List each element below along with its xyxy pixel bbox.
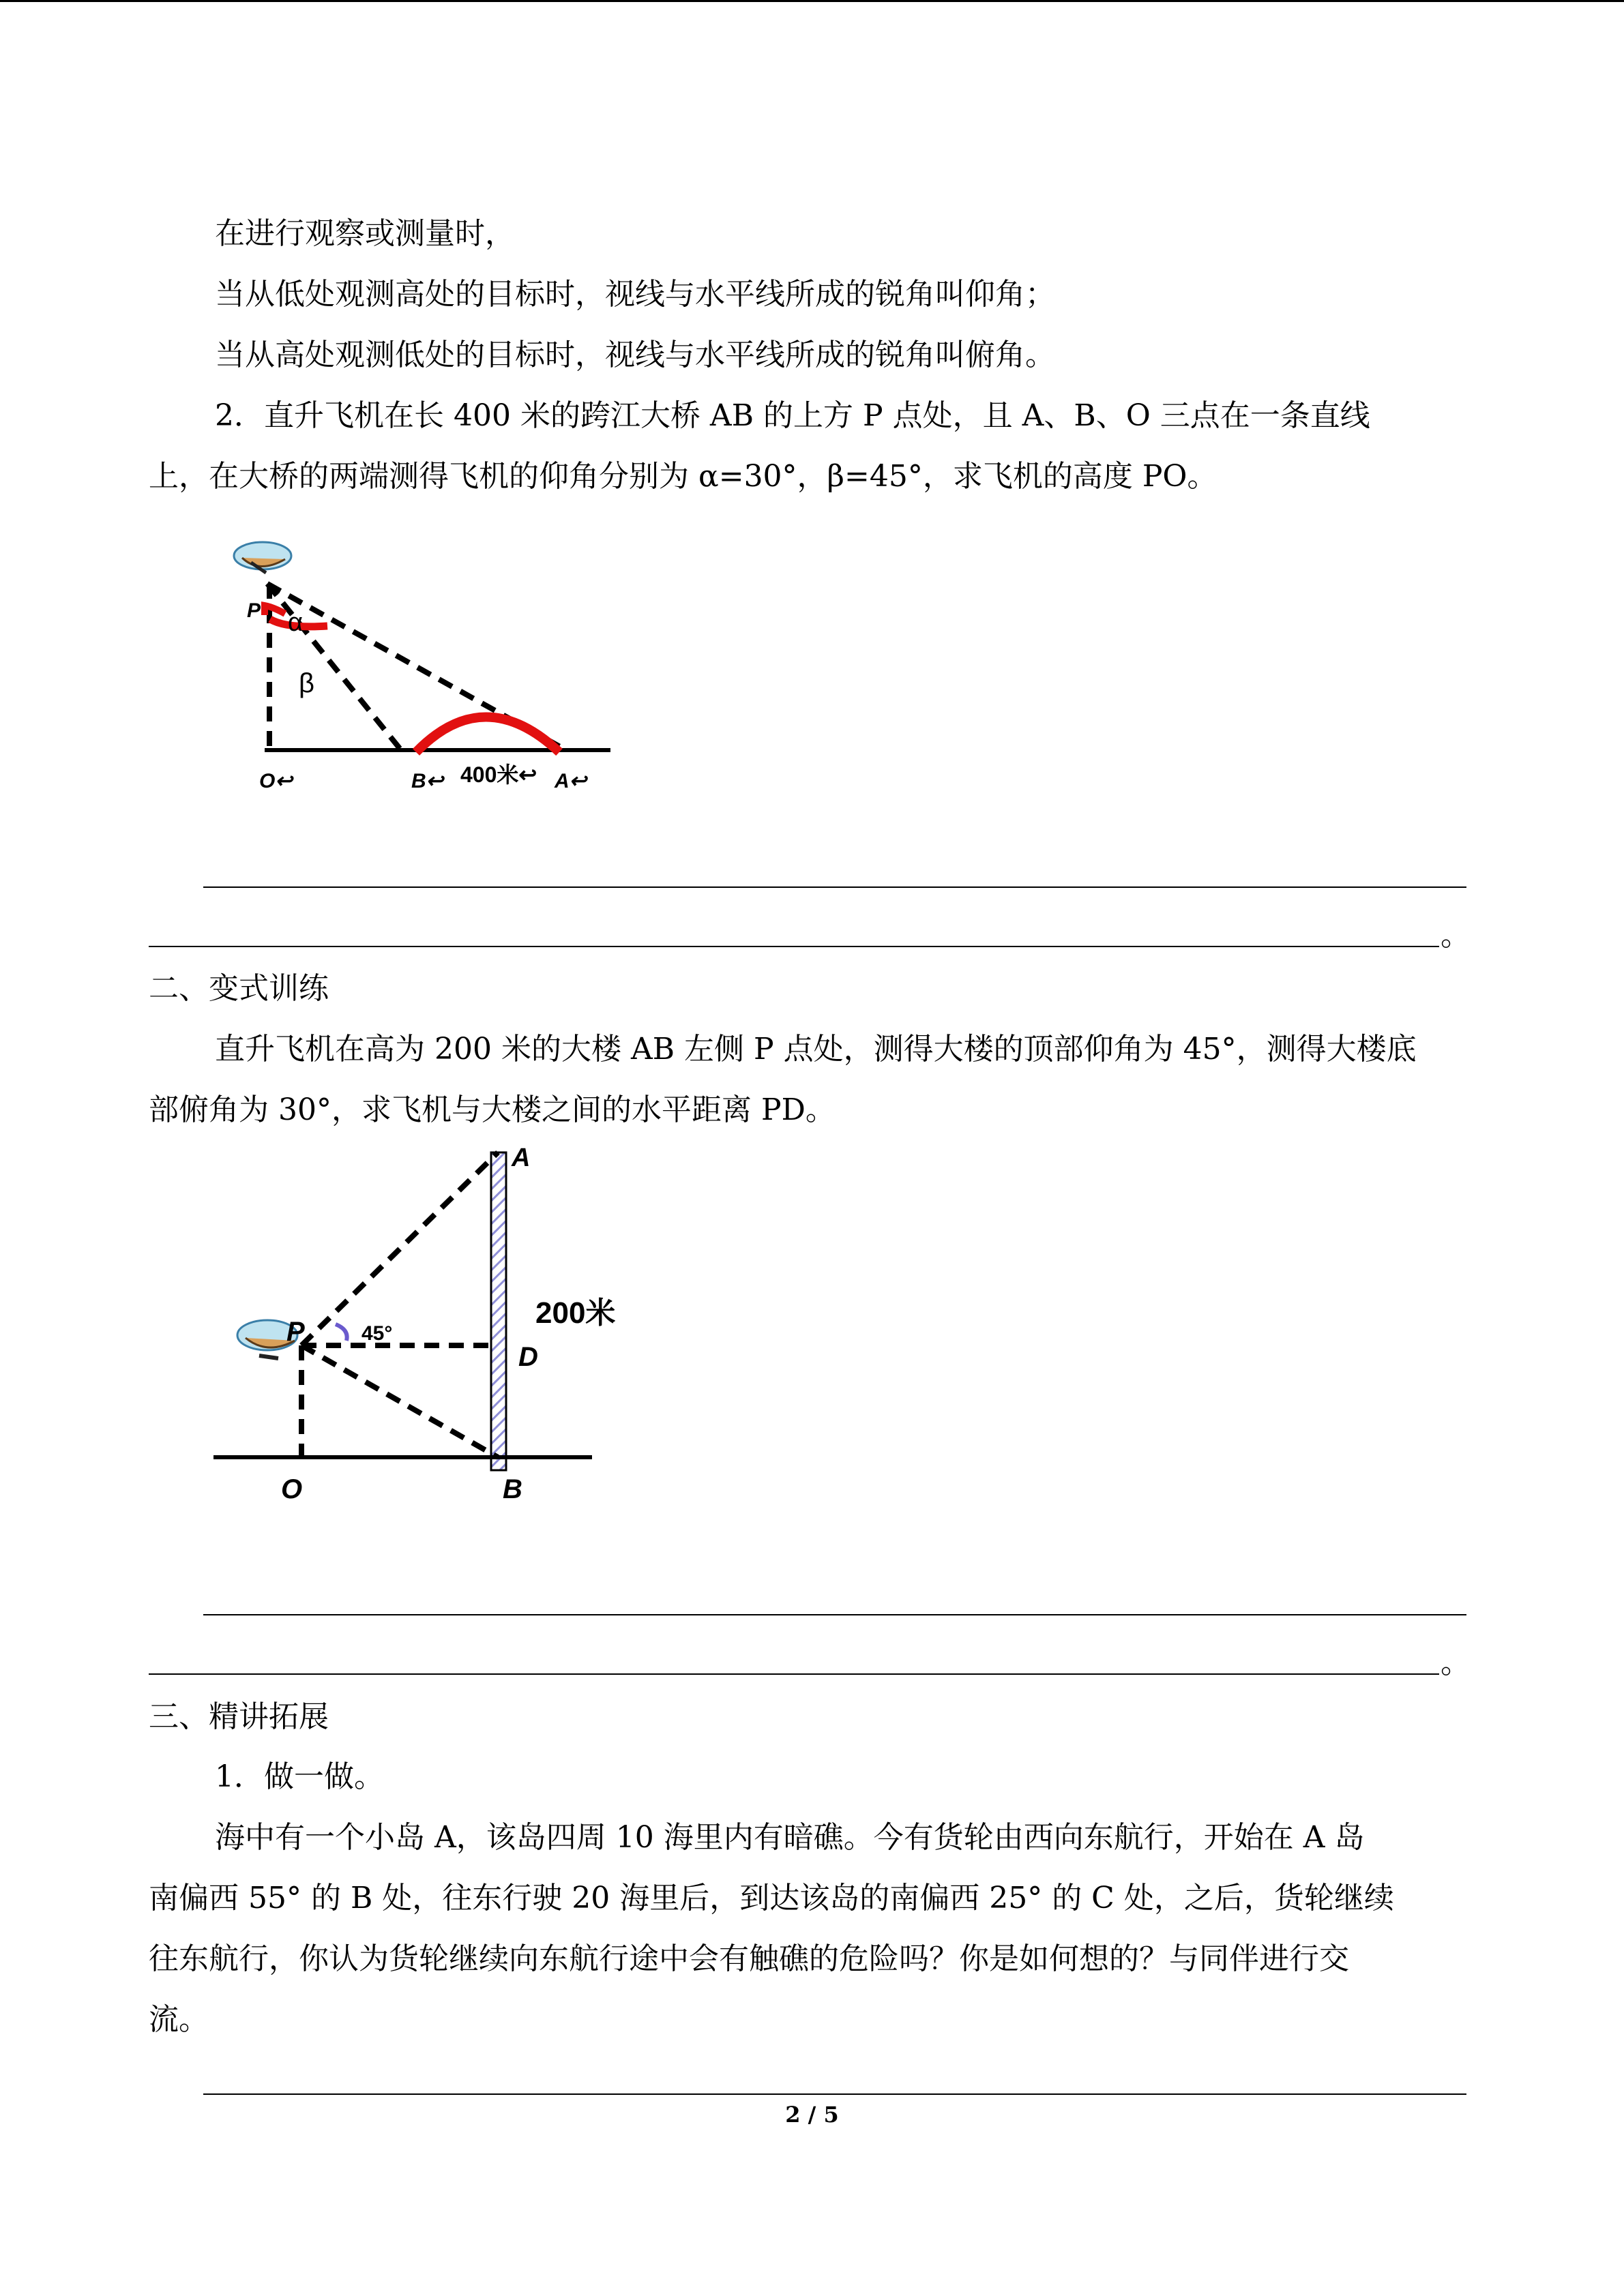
angle-alpha-arc [265, 606, 285, 615]
helicopter-icon [234, 542, 291, 573]
section3-para-line-2: 南偏西 55° 的 B 处，往东行驶 20 海里后，到达该岛的南偏西 25° 的 C 处，之后，货轮继续 [149, 1881, 1394, 1915]
answer-line-2a [203, 1614, 1466, 1615]
line-pa [301, 1152, 498, 1345]
intro-line-1: 在进行观察或测量时， [215, 216, 515, 251]
intro-line-3: 当从高处观测低处的目标时，视线与水平线所成的锐角叫俯角。 [215, 338, 1055, 372]
section2-line-2: 部俯角为 30°，求飞机与大楼之间的水平距离 PD。 [149, 1092, 836, 1127]
figure-bridge-diagram [218, 525, 628, 805]
line-pb [301, 1345, 498, 1457]
label-beta: β [299, 668, 315, 698]
label-a: A↩ [555, 770, 587, 792]
bridge-arc [416, 717, 559, 753]
section3-para-line-3: 往东航行，你认为货轮继续向东航行途中会有触礁的危险吗？你是如何想的？与同伴进行交 [149, 1941, 1349, 1976]
label-a: A [512, 1144, 531, 1172]
section3-subheading: 1．做一做。 [215, 1759, 384, 1794]
section2-heading: 二、变式训练 [149, 971, 329, 1006]
label-bridge-length: 400米↩ [460, 762, 537, 787]
label-angle: 45° [361, 1322, 393, 1345]
problem2-line-1: 2．直升飞机在长 400 米的跨江大桥 AB 的上方 P 点处，且 A、B、O 三点在一条直线 [215, 398, 1370, 433]
intro-line-2: 当从低处观测高处的目标时，视线与水平线所成的锐角叫仰角； [215, 277, 1055, 312]
label-p: P [286, 1317, 305, 1347]
figure-building-diagram [205, 1139, 641, 1527]
answer-line-1b [149, 946, 1439, 947]
label-b: B [503, 1474, 522, 1504]
section3-para-line-1: 海中有一个小岛 A，该岛四周 10 海里内有暗礁。今有货轮由西向东航行，开始在 A 岛 [215, 1820, 1365, 1855]
label-p: P [247, 599, 261, 622]
footer-rule [203, 2093, 1466, 2095]
problem2-line-2: 上，在大桥的两端测得飞机的仰角分别为 α=30°，β=45°，求飞机的高度 PO。 [149, 459, 1217, 494]
page-number: 2 / 5 [785, 2102, 839, 2128]
label-d: D [518, 1342, 538, 1372]
answer-line-2b [149, 1673, 1439, 1675]
section2-line-1: 直升飞机在高为 200 米的大楼 AB 左侧 P 点处，测得大楼的顶部仰角为 45°，测得大楼底 [215, 1032, 1417, 1067]
answer-line-1a [203, 886, 1466, 888]
label-o: O [281, 1474, 303, 1504]
label-height: 200米 [535, 1296, 616, 1330]
section3-para-line-4: 流。 [149, 2002, 209, 2037]
answer-end-mark-2: 。 [1441, 1645, 1471, 1680]
angle-arc [336, 1324, 347, 1341]
label-alpha: α [288, 608, 303, 637]
section3-heading: 三、精讲拓展 [149, 1699, 329, 1734]
label-o: O↩ [259, 770, 293, 792]
building-ab [491, 1152, 506, 1470]
answer-end-mark-1: 。 [1441, 918, 1471, 953]
top-border [0, 0, 1624, 2]
label-b: B↩ [411, 770, 443, 792]
